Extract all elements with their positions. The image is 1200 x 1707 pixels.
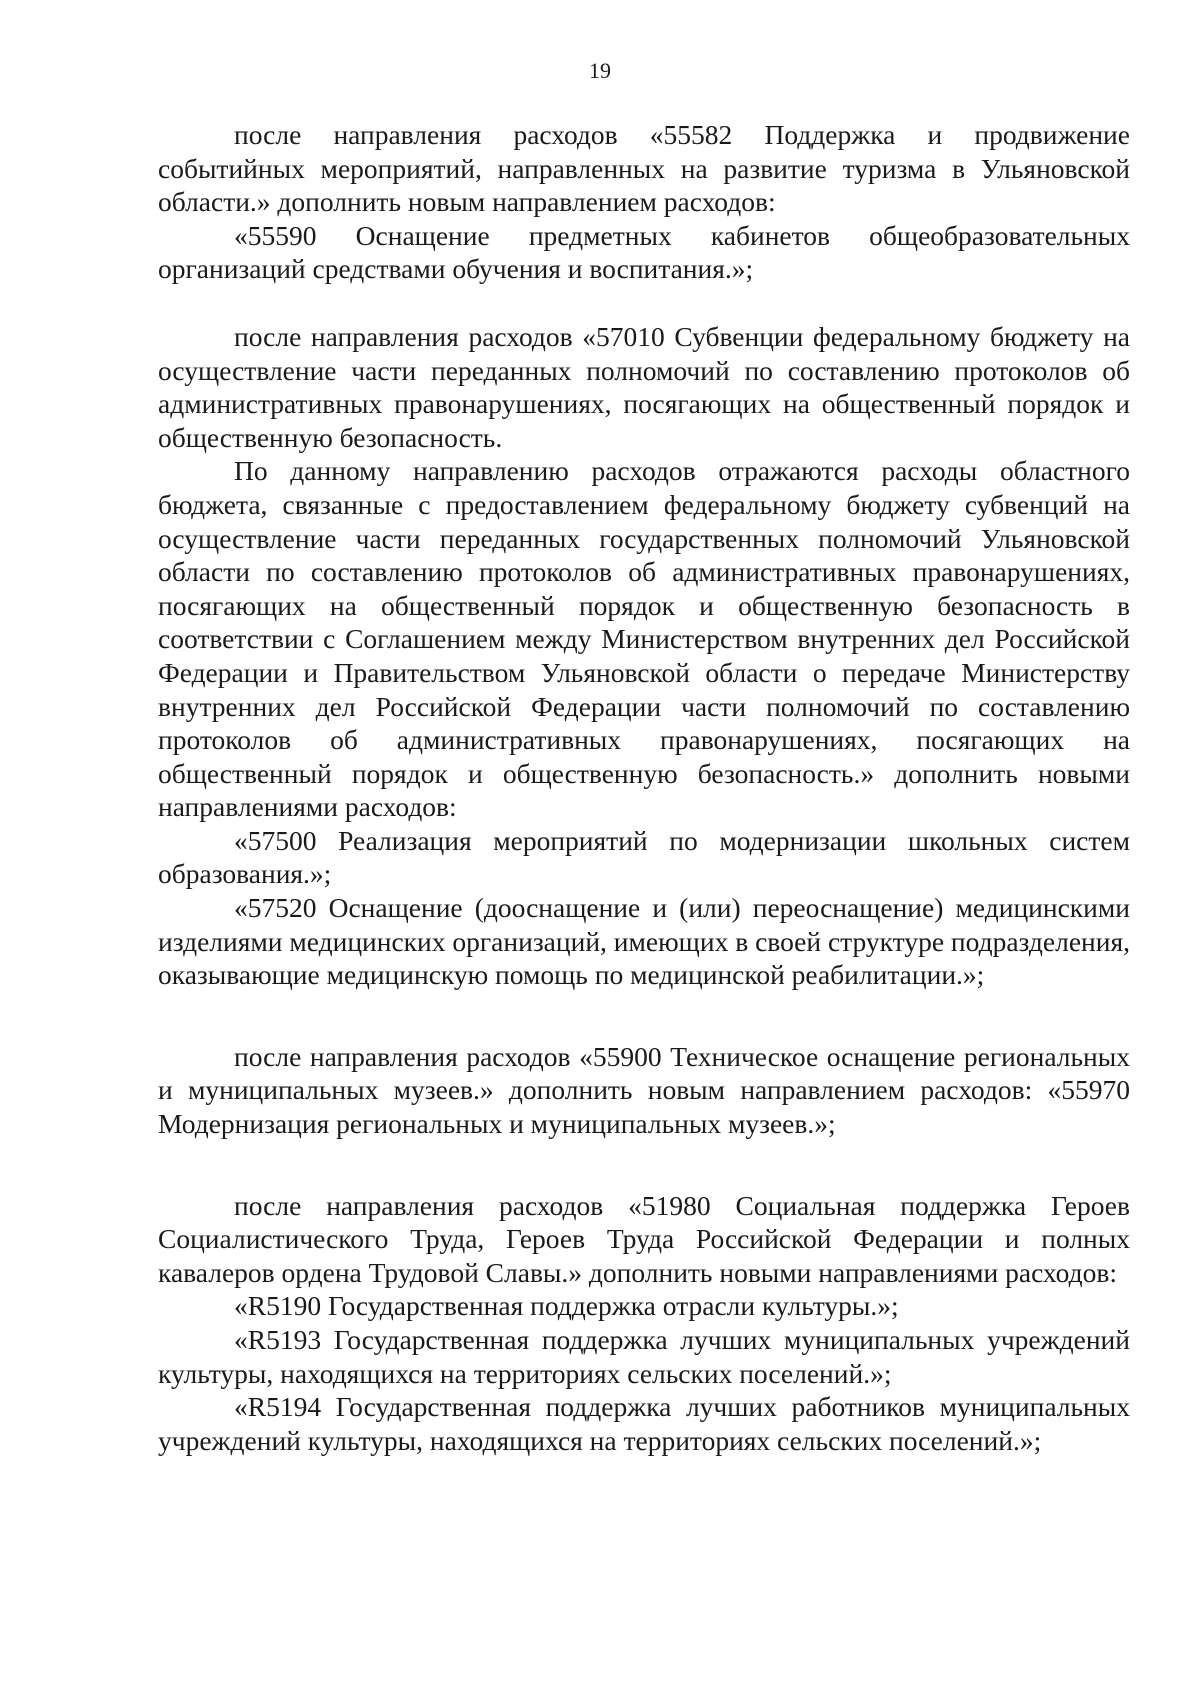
paragraph-r5194: «R5194 Государственная поддержка лучших работников муниципальных учреждений культуры, находящихся на территориях сельских поселений.»;	[158, 1391, 1130, 1456]
paragraph-57500: «57500 Реализация мероприятий по модернизации школьных систем образования.»;	[158, 824, 1130, 890]
page-number: 19	[589, 58, 611, 83]
paragraph-r5190: «R5190 Государственная поддержка отрасли культуры.»;	[234, 1290, 899, 1322]
paragraph-r5193: «R5193 Государственная поддержка лучших муниципальных учреждений культуры, находящихся на территориях сельских поселений.»;	[158, 1324, 1130, 1389]
paragraph-55900: после направления расходов «55900 Техническое оснащение региональных и муниципальных музеев.» дополнить новым направлением расходов: «55970 Модернизация региональных и муниципальных музеев.»;	[158, 1040, 1130, 1140]
paragraph-55590: «55590 Оснащение предметных кабинетов общеобразовательных организаций средствами обучения и воспитания.»;	[158, 219, 1130, 285]
paragraph-57010: после направления расходов «57010 Субвенции федеральному бюджету на осуществление части переданных полномочий по составлению протоколов об административных правонарушениях, посягающих на общественный порядок и общественную безопасность.	[158, 320, 1130, 453]
paragraph-55582: после направления расходов «55582 Поддержка и продвижение событийных мероприятий, направленных на развитие туризма в Ульяновской области.» дополнить новым направлением расходов:	[158, 119, 1130, 218]
paragraph-51980: после направления расходов «51980 Социальная поддержка Героев Социалистического Труда, Героев Труда Российской Федерации и полных кавалеров ордена Трудовой Славы.» дополнить новыми направлениями расходов:	[158, 1189, 1130, 1288]
document-body	[158, 118, 1130, 1457]
paragraph-57010-description: По данному направлению расходов отражаются расходы областного бюджета, связанные с предоставлением федеральному бюджету субвенций на осуществление части переданных государственных полномочий Ульяновской области по составлению протоколов об административных правонарушениях, посягающих на общественный порядок и общественную безопасность в соответствии с Соглашением между Министерством внутренних дел Российской Федерации и Правительством Ульяновской области о передаче Министерству внутренних дел Российской Федерации части полномочий по составлению протоколов об административных правонарушениях, посягающих на общественный порядок и общественную безопасность.» дополнить новыми направлениями расходов:	[158, 455, 1130, 823]
paragraph-57520: «57520 Оснащение (дооснащение и (или) переоснащение) медицинскими изделиями медицинских организаций, имеющих в своей структуре подразделения, оказывающие медицинскую помощь по медицинской реабилитации.»;	[158, 892, 1130, 991]
